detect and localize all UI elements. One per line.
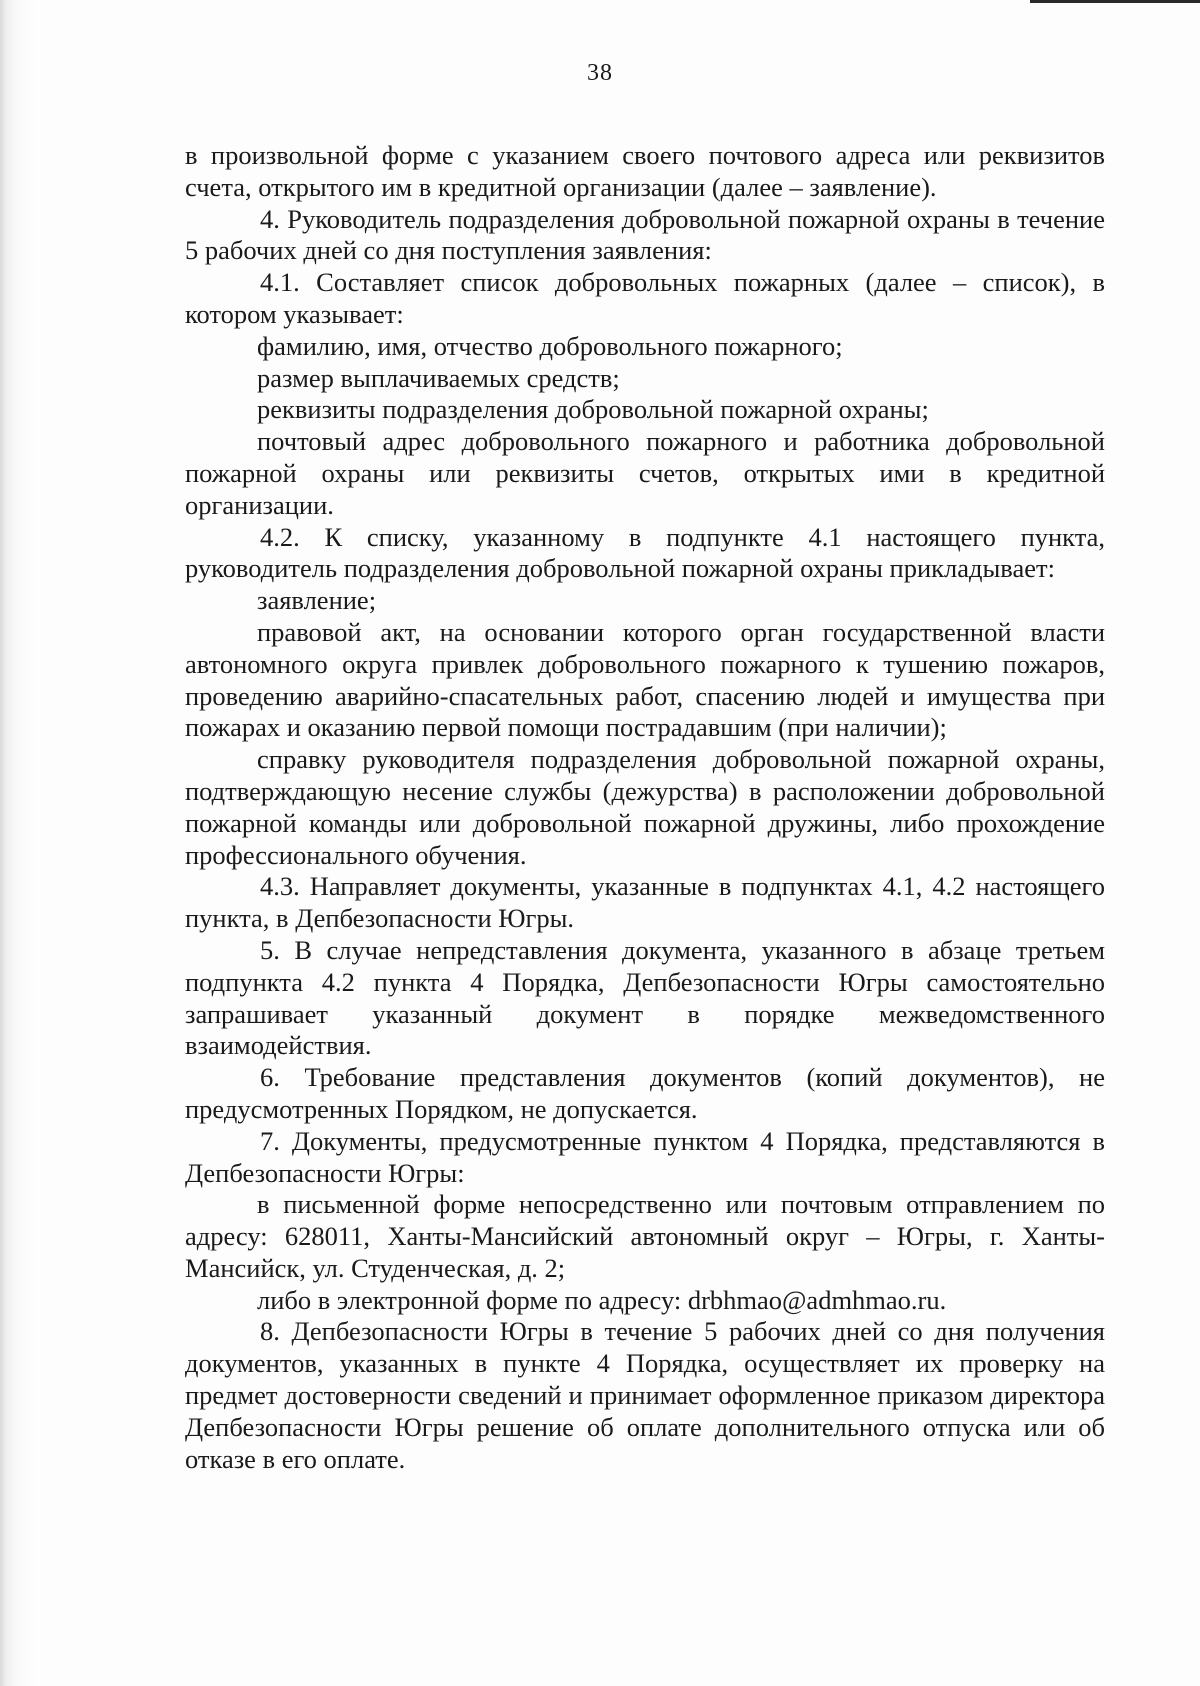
list-item: почтовый адрес добровольного пожарного и работника добровольной пожарной охраны или реквизиты счетов, открытых ими в кредитной организации. (185, 426, 1105, 520)
list-item: в письменной форме непосредственно или почтовым отправлением по адресу: 628011, Ханты-Мансийский автономный округ – Югры, г. Ханты-Мансийск, ул. Студенческая, д. 2; (185, 1189, 1105, 1283)
list-item: правовой акт, на основании которого орган государственной власти автономного округа привлек добровольного пожарного к тушению пожаров, проведению аварийно-спасательных работ, спасению людей и имущества при пожарах и оказанию первой помощи пострадавшим (при наличии); (185, 616, 1105, 743)
list-item: фамилию, имя, отчество добровольного пожарного; (257, 330, 843, 361)
scan-edge-line (1030, 0, 1200, 3)
list-item: заявление; (257, 585, 377, 616)
paragraph-item-4: 4. Руководитель подразделения добровольной пожарной охраны в течение 5 рабочих дней со дня поступления заявления: (185, 203, 1105, 266)
paragraph-item-7: 7. Документы, предусмотренные пунктом 4 Порядка, представляются в Депбезопасности Югры: (185, 1125, 1105, 1188)
paragraph-item-4-3: 4.3. Направляет документы, указанные в подпунктах 4.1, 4.2 настоящего пункта, в Депбезопасности Югры. (185, 871, 1105, 934)
paragraph-item-6: 6. Требование представления документов (копий документов), не предусмотренных Порядком, не допускается. (185, 1062, 1105, 1124)
scan-edge-shadow (0, 0, 40, 1686)
list-item: реквизиты подразделения добровольной пожарной охраны; (257, 394, 929, 425)
paragraph-item-4-2: 4.2. К списку, указанному в подпункте 4.1 настоящего пункта, руководитель подразделения добровольной пожарной охраны прикладывает: (185, 521, 1105, 584)
paragraph-continuation: в произвольной форме с указанием своего почтового адреса или реквизитов счета, открытого им в кредитной организации (далее – заявление). (185, 140, 1105, 202)
paragraph-item-8: 8. Депбезопасности Югры в течение 5 рабочих дней со дня получения документов, указанных в пункте 4 Порядка, осуществляет их проверку на предмет достоверности сведений и принимает оформленное приказом директора Депбезопасности Югры решение об оплате дополнительного отпуска или об отказе в его оплате. (185, 1316, 1105, 1474)
list-item: размер выплачиваемых средств; (257, 362, 620, 393)
list-item: справку руководителя подразделения добровольной пожарной охраны, подтверждающую несение службы (дежурства) в расположении добровольной пожарной команды или добровольной пожарной дружины, либо прохождение профессионального обучения. (185, 744, 1105, 870)
page-number: 38 (587, 60, 613, 86)
paragraph-item-4-1: 4.1. Составляет список добровольных пожарных (далее – список), в котором указывает: (185, 267, 1105, 329)
paragraph-item-5: 5. В случае непредставления документа, указанного в абзаце третьем подпункта 4.2 пункта 4 Порядка, Депбезопасности Югры самостоятельно запрашивает указанный документ в порядке межведомственного взаимодействия. (185, 934, 1105, 1061)
list-item: либо в электронной форме по адресу: drbhmao@admhmao.ru. (257, 1284, 947, 1315)
document-body (185, 140, 1105, 1475)
